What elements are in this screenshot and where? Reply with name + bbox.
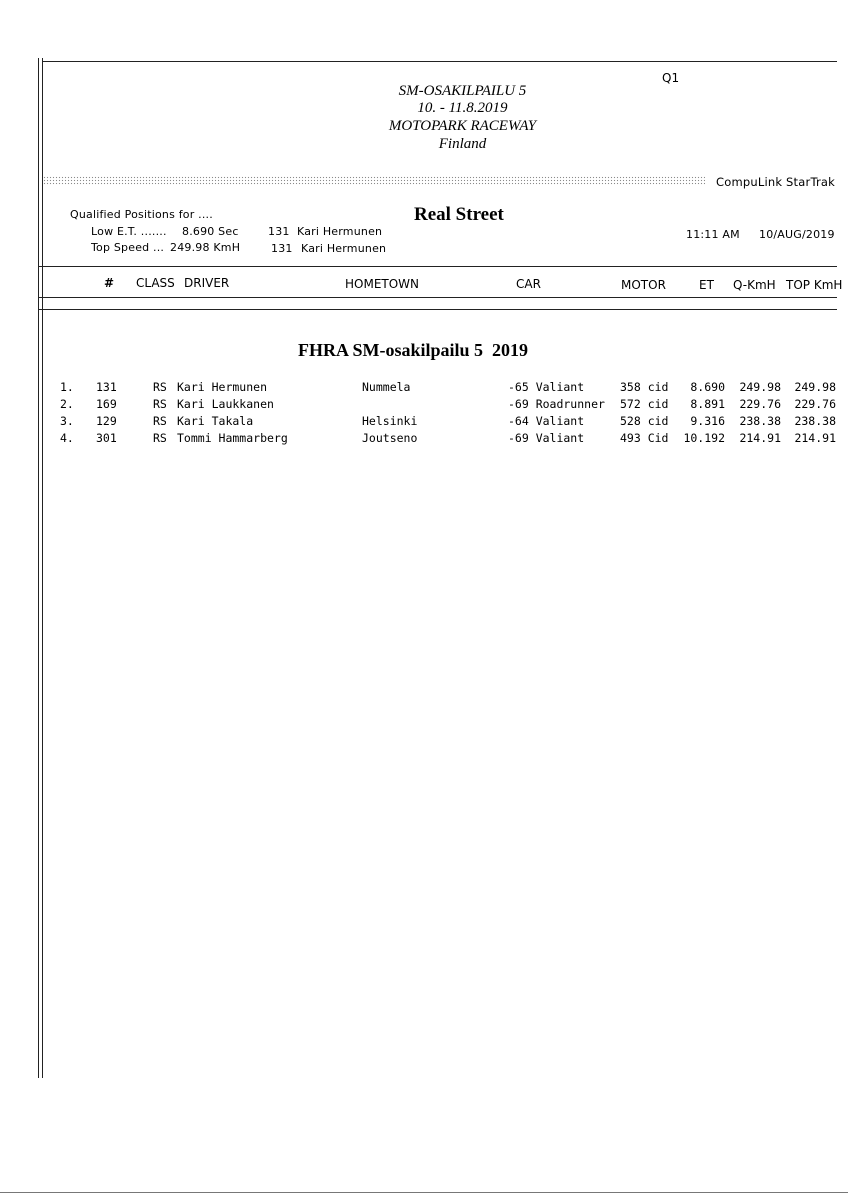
event-name: SM-OSAKILPAILU 5 bbox=[398, 83, 527, 99]
col-header-hometown: HOMETOWN bbox=[345, 277, 420, 291]
row-hometown: Nummela bbox=[362, 380, 411, 394]
qualified-positions-label: Qualified Positions for .... bbox=[70, 208, 213, 221]
row-car: -69 Valiant bbox=[508, 431, 585, 445]
results-title: FHRA SM-osakilpailu 5 2019 bbox=[298, 340, 529, 360]
class-title: Real Street bbox=[414, 204, 504, 225]
header-divider-bottom bbox=[38, 309, 837, 310]
row-driver: Kari Hermunen bbox=[177, 380, 268, 394]
row-motor: 358 cid bbox=[620, 380, 669, 394]
col-header-class: CLASS bbox=[136, 276, 175, 290]
low-et-value: 8.690 Sec bbox=[182, 225, 239, 238]
frame-left-line-outer bbox=[38, 58, 39, 1078]
page-bottom-line bbox=[0, 1192, 848, 1193]
low-et-driver: Kari Hermunen bbox=[297, 225, 383, 238]
row-hometown: Helsinki bbox=[362, 414, 418, 428]
row-class: RS bbox=[153, 380, 167, 394]
row-driver: Kari Takala bbox=[177, 414, 254, 428]
row-motor: 493 Cid bbox=[620, 431, 669, 445]
header-divider-mid bbox=[38, 297, 837, 298]
report-date: 10/AUG/2019 bbox=[759, 228, 835, 241]
row-top-kmh: 229.76 bbox=[794, 397, 836, 411]
col-header-q-kmh: Q-KmH bbox=[733, 278, 776, 292]
row-position: 1. bbox=[60, 380, 74, 394]
row-et: 10.192 bbox=[683, 431, 725, 445]
col-header-et: ET bbox=[699, 278, 714, 292]
row-position: 4. bbox=[60, 431, 74, 445]
low-et-car-number: 131 bbox=[268, 225, 290, 238]
col-header-top-kmh: TOP KmH bbox=[786, 278, 843, 292]
row-number: 301 bbox=[96, 431, 117, 445]
event-country: Finland bbox=[438, 136, 487, 152]
col-header-motor: MOTOR bbox=[621, 278, 666, 292]
row-top-kmh: 249.98 bbox=[794, 380, 836, 394]
row-et: 8.690 bbox=[690, 380, 725, 394]
row-number: 129 bbox=[96, 414, 117, 428]
top-speed-value: 249.98 KmH bbox=[170, 241, 241, 254]
header-divider-top bbox=[38, 266, 837, 267]
col-header-number: # bbox=[104, 276, 115, 290]
frame-top-line bbox=[42, 61, 837, 62]
row-class: RS bbox=[153, 414, 167, 428]
frame-left-line-inner bbox=[42, 58, 43, 1078]
row-class: RS bbox=[153, 431, 167, 445]
row-number: 131 bbox=[96, 380, 117, 394]
event-dates: 10. - 11.8.2019 bbox=[417, 100, 508, 116]
row-driver: Kari Laukkanen bbox=[177, 397, 274, 411]
software-name: CompuLink StarTrak bbox=[716, 175, 836, 189]
row-et: 8.891 bbox=[690, 397, 725, 411]
col-header-driver: DRIVER bbox=[184, 276, 230, 290]
row-position: 3. bbox=[60, 414, 74, 428]
row-q-kmh: 229.76 bbox=[739, 397, 781, 411]
qualifier-code: Q1 bbox=[662, 71, 680, 85]
row-motor: 572 cid bbox=[620, 397, 669, 411]
row-et: 9.316 bbox=[690, 414, 725, 428]
dotted-separator bbox=[43, 176, 705, 185]
row-top-kmh: 238.38 bbox=[794, 414, 836, 428]
row-class: RS bbox=[153, 397, 167, 411]
row-number: 169 bbox=[96, 397, 117, 411]
row-position: 2. bbox=[60, 397, 74, 411]
row-car: -69 Roadrunner bbox=[508, 397, 605, 411]
row-q-kmh: 238.38 bbox=[739, 414, 781, 428]
row-top-kmh: 214.91 bbox=[794, 431, 836, 445]
row-car: -64 Valiant bbox=[508, 414, 585, 428]
col-header-car: CAR bbox=[516, 277, 541, 291]
row-motor: 528 cid bbox=[620, 414, 669, 428]
row-driver: Tommi Hammarberg bbox=[177, 431, 288, 445]
top-speed-label: Top Speed ... bbox=[91, 241, 165, 254]
row-hometown: Joutseno bbox=[362, 431, 418, 445]
event-venue: MOTOPARK RACEWAY bbox=[388, 118, 537, 134]
report-time: 11:11 AM bbox=[686, 228, 740, 241]
row-car: -65 Valiant bbox=[508, 380, 585, 394]
row-q-kmh: 214.91 bbox=[739, 431, 781, 445]
row-q-kmh: 249.98 bbox=[739, 380, 781, 394]
low-et-label: Low E.T. ....... bbox=[91, 225, 167, 238]
top-speed-driver: Kari Hermunen bbox=[301, 242, 387, 255]
top-speed-car-number: 131 bbox=[271, 242, 293, 255]
